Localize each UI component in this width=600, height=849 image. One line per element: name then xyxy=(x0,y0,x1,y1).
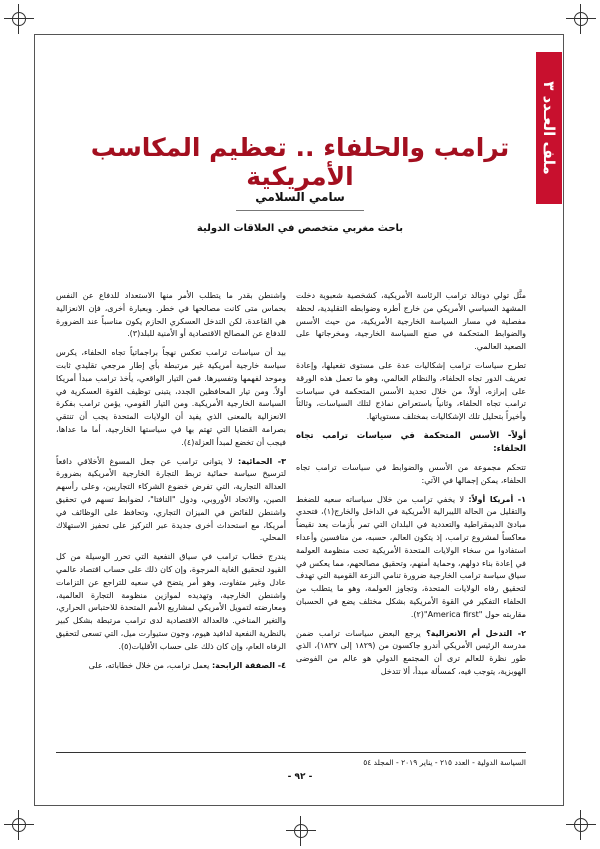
paragraph xyxy=(296,628,526,679)
point-title: ١- أمريكا أولاً: xyxy=(468,494,527,504)
paragraph: مثَّل تولي دونالد ترامب الرئاسة الأمريكية، كشخصية شعبوية دخلت المشهد السياسي الأمريكي من خارج أطره وضوابطه التقليدية، لحظة مفصلية في مسار السياسة الخارجية الأمريكية، من حيث الأسس والضوابط المتحكمة في صنع السياسة الخارجية، ومخرجاتها على الصعيد العالمي. xyxy=(296,291,526,352)
author-divider xyxy=(236,210,364,211)
crop-mark-icon xyxy=(566,810,596,840)
section-heading: أولاً- الأسس المتحكمة في سياسات ترامب تجاه الحلفاء: xyxy=(296,430,526,454)
paragraph xyxy=(56,660,286,673)
crop-mark-icon xyxy=(4,4,34,34)
point-title: ٤- الصفقة الرابحة: xyxy=(211,660,286,670)
paragraph: تتحكم مجموعة من الأسس والضوابط في سياسات ترامب تجاه الحلفاء، يمكن إجمالها في الآتي: xyxy=(296,462,526,485)
section-tab xyxy=(536,52,562,204)
point-body: يرجع البعض سياسات ترامب ضمن مدرسة الرئيس الأمريكي أندرو جاكسون من (١٨٢٩ إلى ١٨٣٧)، الذي طور نظرة للعالم ترى أن المجتمع الدولي هو عالم من الفوضى الهوبزية، يتوجب فيه، كمسألة مبدأ، ألا تتدخل xyxy=(296,628,527,676)
paragraph: بيد أن سياسات ترامب تعكس نهجاً براجماتياً تجاه الحلفاء، يكرس سياسة خارجية أمريكية غير مرتبطة بأي إطار مرجعي تقليدي ثابت وموحد لفهمها وتفسيرها. فمن التيار الواقعي، يأخذ ترامب مبدأ أمريكا أولاً. ومن تيار المحافظين الجدد، يتبنى توظيف القوة العسكرية في السياسة الخارجية الأمريكية. ومن التيار القومي، يؤمن ترامب بفكرة الانعزالية بالمعنى الذي يفيد أن الولايات المتحدة يجب أن تنتقي بصرامة القضايا التي تهتم بها في سياستها الخارجية، أما ما عداها، فيجب أن تخضع لمبدأ العزلة(٤). xyxy=(56,348,286,447)
author-name: سامي السلامي xyxy=(255,190,345,204)
paragraph: واشنطن بقدر ما يتطلب الأمر منها الاستعداد للدفاع عن النفس بحماس متى كانت مصالحها في خطر. وبعبارة أخرى، فإن الانعزالية هي القاعدة، لكن التدخل العسكري الحازم يكون مناسباً عند الضرورة للدفاع عن المصالح الاقتصادية أو الأمنية للبلد(٣). xyxy=(56,291,286,339)
point-body: يعمل ترامب، من خلال خطاباته، على xyxy=(88,660,212,670)
point-body: لا يتوانى ترامب عن جعل المسوغ الأخلاقي دافعاً لترسيخ سياسة حمائية تربط التجارة الخارجية الأمريكية بضرورة العدالة التجارية، التي تفرض خضوع الشركاء التجاريين، وعلى رأسهم الصين، والاتحاد الأوروبي، ودول "النافتا"، لضوابط تسهم في تحقيق واشنطن للفائض في الميزان التجاري، وتحافظ على الوظائف في أمريكا، مع استحداث أخرى جديدة عبر التركيز على تحفيز الاستهلاك المحلي. xyxy=(56,456,286,543)
article-title: ترامب والحلفاء .. تعظيم المكاسب الأمريكية xyxy=(90,133,510,191)
point-title: ٢- التدخل أم الانعزالية؟ xyxy=(426,628,526,638)
paragraph xyxy=(56,456,286,546)
crop-mark-icon xyxy=(286,816,316,846)
paragraph xyxy=(296,494,526,622)
text-column-right xyxy=(296,290,526,685)
section-tab-label: ملف العـدد ٣ xyxy=(540,81,558,175)
footer-rule xyxy=(56,752,526,753)
paragraph: تطرح سياسات ترامب إشكاليات عدة على مستوى تفعيلها، وإعادة تعريف الدور تجاه الحلفاء، والنظام العالمي، وهو ما تعمل هذه الورقة على إبرازه، أولاً، من خلال تحديد الأسس المتحكمة في سياسات ترامب تجاه الحلفاء، وثانياً باستعراض نماذج لتلك السياسات، وثالثاً وأخيراً بتحليل تلك الإشكاليات بمختلف مستوياتها. xyxy=(296,360,526,422)
journal-citation: السياسة الدولية - العدد ٢١٥ - يناير ٢٠١٩ - المجلد ٥٤ xyxy=(363,758,526,767)
point-body: لا يخفي ترامب من خلال سياساته سعيه للضغط والتقليل من الحالة الليبرالية الأمريكية في الداخل والخارج(١)، فتحدي مبادئ الديمقراطية والتعددية في البلدان التي تمر بأزمات يعد نقيضاً معاكساً لمشروع ترامب، إذ يتكون العالم، حسبه، من منافسين وأعداء استفادوا من سخاء الولايات المتحدة الأمريكية تحت منظومة العولمة في إعادة بناء دولهم، وحماية أمنهم، وتحقيق مصالحهم، مما يعكس في سياق سياسة ترامب الخارجية ضرورة تنامي النزعة القومية التي تهدف لتحقيق رفاه الولايات المتحدة، وتجاوز العولمة، وهو ما يتطلب من الحلفاء التفكير في القوة الأمريكية بشكل مختلف يضع في الحسبان مقاربته حول "America first"(٢). xyxy=(296,494,526,619)
paragraph: يندرج خطاب ترامب في سياق النفعية التي تحرر الوسيلة من كل القيود لتحقيق الغاية المرجوة، وإن كان ذلك على حساب اقتصاد عالمي عادل وغير متفاوت، وهو أمر يتضح في سعيه للتراجع عن التزامات واشنطن الخارجية، وتهديده لموازين منظومة التجارة العالمية، ومعارضته لتمويل الأمريكي لمشاريع الأمم المتحدة للاحتباس الحراري، والتغير المناخي. فالعدالة الاقتصادية لدى ترامب مرتبطة بشكل كبير بالنظرية النفعية لدافيد هيوم، وجون ستيوارت ميل، التي تسعى لتحقيق الرفاه العام، وإن كان ذلك على حساب الأقليات(٥). xyxy=(56,552,286,651)
crop-mark-icon xyxy=(566,4,596,34)
page-number: - ٩٢ - xyxy=(287,772,313,782)
author-affiliation: باحث مغربي متخصص في العلاقات الدولية xyxy=(196,223,404,234)
point-title: ٣- الحمائية: xyxy=(238,456,286,466)
text-column-left xyxy=(56,290,286,678)
crop-mark-icon xyxy=(4,810,34,840)
